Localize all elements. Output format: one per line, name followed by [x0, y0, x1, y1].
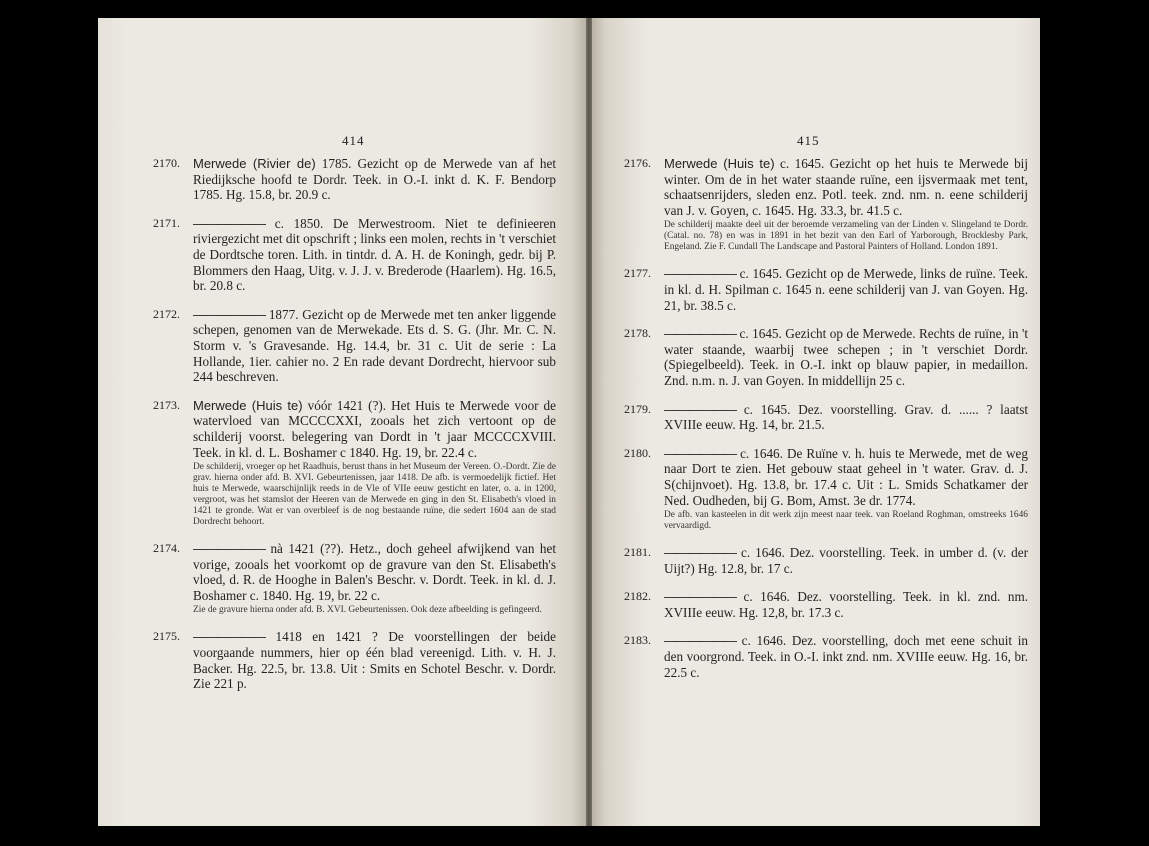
catalogue-entry — [624, 156, 1028, 253]
entry-text: 1418 en 1421 ? De voorstellingen der beide voorgaande nummers, hier op één blad vereenigd. Lith. v. H. J. Backer. Hg. 22.5, br. 13.8. Uit : Smits en Schotel Beschr. v. Dordr. Zie 221 p. — [193, 629, 556, 692]
page-number: 414 — [342, 133, 365, 148]
entry-note: De schilderij, vroeger op het Raadhuis, berust thans in het Museum der Vereen. O.-Dordt. Zie de grav. hierna onder afd. B. XVI. Gebeurtenissen, jaar 1418. De afb. is vermoedelijk fictief. Het huis te Merwede, waarschijnlijk reeds in de Vle of VIIe eeuw gesticht en later, o. a. in 1200, vergroot, was het stamslot der Heeren van de Merwede en ging in den St. Elisabeth's vloed in 1421 te gronde. Wat er van overbleef is de nog bestaande ruïne, die sedert 1604 aan de stad Dordrecht behoort. — [193, 462, 556, 528]
entry-number: 2173. — [153, 397, 180, 412]
catalogue-entry — [153, 156, 556, 203]
entry-number: 2183. — [624, 633, 651, 648]
entry-title: —————— — [664, 445, 736, 461]
entry-text: 1785. Gezicht op de Merwede van af het Riedijksche hoofd te Dordr. Teek. in O.-I. inkt d. K. F. Bendorp 1785. Hg. 15.8, br. 20.9 c. — [193, 156, 556, 203]
entry-title: —————— — [193, 215, 265, 231]
catalogue-entry — [153, 398, 556, 528]
catalogue-entry — [153, 307, 556, 385]
catalogue-entry — [624, 402, 1028, 433]
entry-number: 2172. — [153, 306, 180, 321]
entry-title: Merwede (Huis te) — [664, 156, 775, 171]
catalogue-entry — [153, 541, 556, 616]
entry-text: c. 1645. Dez. voorstelling. Grav. d. ...... ? laatst XVIIIe eeuw. Hg. 14, br. 21.5. — [664, 401, 1029, 433]
left-page — [98, 18, 586, 826]
entry-text: c. 1645. Gezicht op de Merwede, links de ruïne. Teek. in kl. d. H. Spilman c. 1645 n. eene schilderij van J. van Goyen. Hg. 21, br. 38.5 c. — [664, 266, 1028, 313]
entry-text: 1877. Gezicht op de Merwede met ten anker liggende schepen, genomen van de Merwekade. Ets d. S. G. (Jhr. Mr. C. N. Storm v. 's Gravesande. Hg. 14.4, br. 31 c. Uit de serie : La Hollande, 1ier. cahier no. 2 En rade devant Dordrecht, hiervoor sub 244 beschreven. — [193, 306, 556, 385]
entry-number: 2174. — [153, 541, 180, 556]
entry-title: —————— — [193, 306, 265, 322]
entry-title: —————— — [193, 629, 265, 645]
entry-title: Merwede (Rivier de) — [193, 156, 316, 171]
entry-note: De schilderij maakte deel uit der beroemde verzameling van der Linden v. Slingeland te Dordr. (Catal. no. 78) en was in 1891 in het bezit van den Earl of Yarborough, Brocklesby Park, Engeland. Zie F. Cundall The Landscape and Pastoral Painters of Holland. London 1891. — [664, 220, 1028, 253]
entry-number: 2175. — [153, 629, 180, 644]
entry-number: 2180. — [624, 445, 651, 460]
entry-note: De afb. van kasteelen in dit werk zijn meest naar teek. van Roeland Roghman, omstreeks 1646 vervaardigd. — [664, 510, 1028, 532]
entries-column — [624, 156, 1028, 693]
entry-number: 2181. — [624, 545, 651, 560]
entry-text: c. 1645. Gezicht op de Merwede. Rechts de ruïne, in 't water staande, waarbij twee schepen ; in 't verschiet Dordr. (Spiegelbeeld). Teek. in O.-I. inkt op blauw papier, in medaillon. Znd. n.m. n. J. van Goyen. In middellijn 25 c. — [664, 326, 1028, 388]
entries-column — [153, 156, 556, 705]
entry-text: c. 1645. Gezicht op het huis te Merwede bij winter. Om de in het water staande ruïne, een ijsvermaak met tent, schaatsenrijders, sleden enz. Potl. teek. znd. nm. n. eene schilderij van J. v. Goyen, c. 1645. Hg. 33.3, br. 41.5 c. — [664, 156, 1029, 218]
catalogue-entry — [624, 589, 1028, 620]
right-page — [592, 18, 1040, 826]
catalogue-entry — [624, 326, 1028, 388]
entry-text: vóór 1421 (?). Het Huis te Merwede voor de watervloed van MCCCCXXI, zooals het zich vertoont op de schilderij voorst. belegering van Dordt in 't jaar MCCCCXVIII. Teek. in kl. d. L. Boshamer c 1840. Hg. 19, br. 22.4 c. — [193, 397, 557, 460]
entry-text: nà 1421 (??). Hetz., doch geheel afwijkend van het vorige, zooals het voorkomt op de gravure van den St. Elisabeth's vloed, d. R. de Hooghe in Balen's Beschr. v. Dordt. Teek. in kl. d. J. Boshamer c. 1840. Hg. 19, br. 22 c. — [193, 541, 557, 603]
catalogue-entry — [153, 629, 556, 691]
entry-title: —————— — [664, 589, 736, 605]
entry-number: 2176. — [624, 156, 651, 170]
entry-title: Merwede (Huis te) — [193, 397, 303, 413]
entry-title: —————— — [664, 633, 736, 649]
catalogue-entry — [624, 633, 1028, 680]
entry-number: 2178. — [624, 326, 651, 341]
catalogue-entry — [624, 446, 1028, 532]
entry-number: 2170. — [153, 156, 180, 170]
catalogue-entry — [624, 545, 1028, 576]
entry-title: —————— — [664, 326, 736, 342]
entry-text: c. 1646. Dez. voorstelling, doch met eene schuit in den voorgrond. Teek. in O.-I. inkt znd. nm. XVIIIe eeuw. Hg. 16, br. 22.5 c. — [664, 633, 1029, 680]
catalogue-entry — [153, 216, 556, 294]
page-number: 415 — [797, 133, 820, 148]
catalogue-entry — [624, 266, 1028, 313]
entry-number: 2179. — [624, 401, 651, 416]
entry-note: Zie de gravure hierna onder afd. B. XVI. Gebeurtenissen. Ook deze afbeelding is gefingeerd. — [193, 605, 542, 616]
entry-title: —————— — [664, 401, 736, 417]
entry-number: 2177. — [624, 266, 651, 281]
entry-title: —————— — [664, 266, 736, 282]
entry-title: —————— — [193, 541, 265, 557]
entry-number: 2171. — [153, 215, 180, 230]
entry-number: 2182. — [624, 589, 651, 604]
entry-text: c. 1646. Dez. voorstelling. Teek. in umber d. (v. der Uijt?) Hg. 12.8, br. 17 c. — [664, 545, 1029, 576]
entry-text: c. 1646. Dez. voorstelling. Teek. in kl. znd. nm. XVIIIe eeuw. Hg. 12,8, br. 17.3 c. — [664, 589, 1028, 620]
entry-title: —————— — [664, 545, 736, 561]
entry-text: c. 1646. De Ruïne v. h. huis te Merwede, met de weg naar Dort te zien. Het gebouw staat geheel in 't water. Grav. d. J. S(chijnvoet). Hg. 13.8, br. 17.4 c. Uit : L. Smids Schatkamer der Ned. Oudheden, bij G. Bom, Amst. 3e dr. 1774. — [664, 445, 1029, 508]
entry-text: c. 1850. De Merwestroom. Niet te definieeren riviergezicht met dit opschrift ; links een molen, rechts in 't verschiet de Dordtsche toren. Lith. in tintdr. d. A. H. de Koningh, gedr. bij P. Blommers den Haag, Uitg. v. J. J. v. Brederode (Haarlem). Hg. 16.5, br. 20.8 c. — [193, 215, 556, 294]
